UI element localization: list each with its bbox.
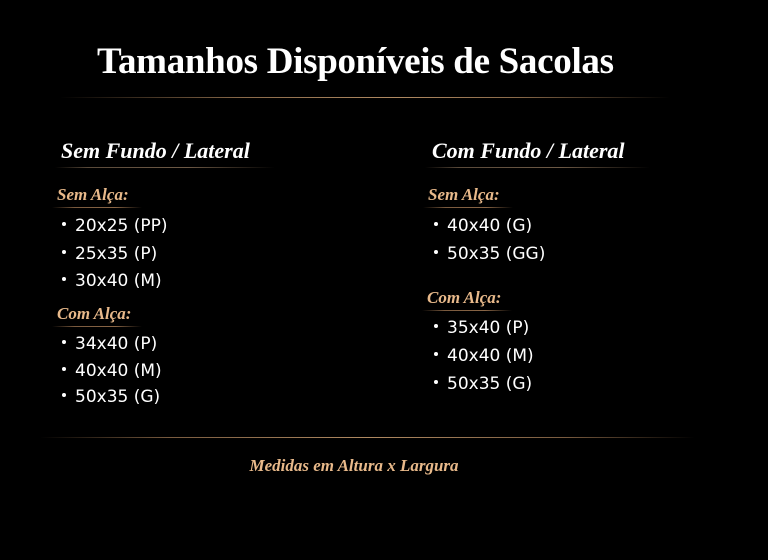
bullet-icon — [434, 352, 438, 356]
list-item-text: 30x40 (M) — [75, 271, 162, 291]
right-heading-divider — [425, 167, 650, 168]
right-group-no-handle-divider — [423, 207, 513, 208]
right-column-heading: Com Fundo / Lateral — [432, 138, 625, 163]
list-item — [434, 346, 534, 366]
list-item-text: 40x40 (G) — [447, 216, 533, 236]
left-group-no-handle-divider — [52, 207, 142, 208]
left-group-no-handle-label: Sem Alça: — [57, 185, 129, 204]
list-item-text: 20x25 (PP) — [75, 216, 168, 236]
bullet-icon — [62, 250, 66, 254]
bullet-icon — [62, 277, 66, 281]
left-group-handle-divider — [52, 326, 142, 327]
bullet-icon — [62, 393, 66, 397]
list-item-text: 25x35 (P) — [75, 244, 158, 264]
right-group-handle-divider — [422, 310, 512, 311]
list-item-text: 34x40 (P) — [75, 334, 158, 354]
list-item — [62, 216, 168, 236]
list-item — [62, 334, 157, 354]
list-item-text: 50x35 (G) — [75, 387, 161, 407]
list-item — [62, 271, 162, 291]
bullet-icon — [434, 250, 438, 254]
title-divider — [60, 97, 670, 98]
list-item-text: 40x40 (M) — [75, 361, 162, 381]
bullet-icon — [434, 222, 438, 226]
right-group-handle-label: Com Alça: — [427, 288, 502, 307]
list-item-text: 50x35 (G) — [447, 374, 533, 394]
list-item-text: 50x35 (GG) — [447, 244, 546, 264]
left-group-handle-label: Com Alça: — [57, 304, 132, 323]
bullet-icon — [62, 222, 66, 226]
bullet-icon — [62, 340, 66, 344]
page-title: Tamanhos Disponíveis de Sacolas — [97, 41, 614, 82]
bullet-icon — [434, 380, 438, 384]
list-item — [62, 387, 160, 407]
right-group-no-handle-label: Sem Alça: — [428, 185, 500, 204]
bullet-icon — [434, 324, 438, 328]
list-item — [62, 244, 157, 264]
list-item — [62, 361, 162, 381]
bottom-divider — [40, 437, 695, 438]
footer-note: Medidas em Altura x Largura — [249, 456, 459, 475]
bullet-icon — [62, 367, 66, 371]
list-item — [434, 216, 532, 236]
list-item — [434, 318, 529, 338]
list-item-text: 35x40 (P) — [447, 318, 530, 338]
list-item — [434, 374, 532, 394]
left-heading-divider — [55, 167, 275, 168]
list-item-text: 40x40 (M) — [447, 346, 534, 366]
left-column-heading: Sem Fundo / Lateral — [61, 138, 250, 163]
list-item — [434, 244, 545, 264]
